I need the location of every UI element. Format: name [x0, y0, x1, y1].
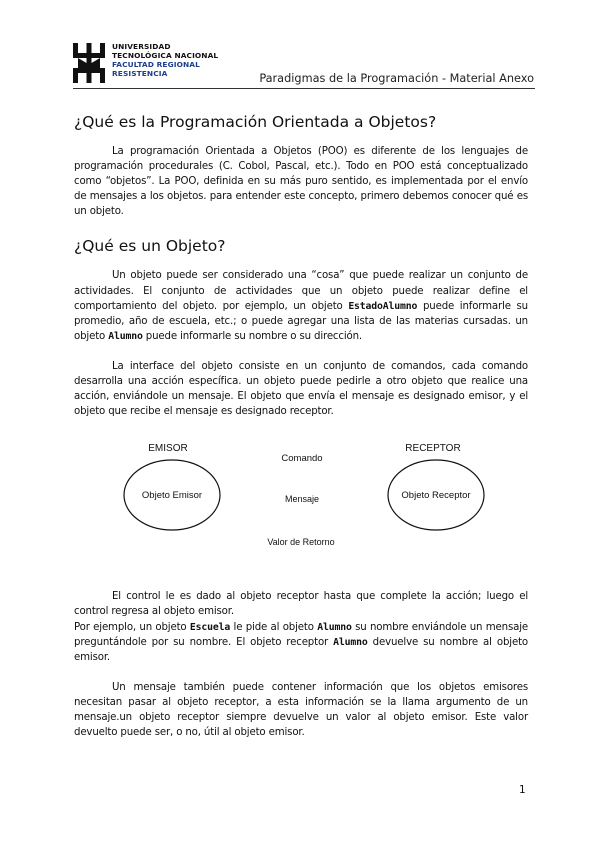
university-line-1: UNIVERSIDAD: [112, 42, 171, 51]
section-heading-objeto: ¿Qué es un Objeto?: [74, 237, 226, 256]
emisor-label: EMISOR: [148, 443, 188, 454]
receptor-label: RECEPTOR: [405, 443, 461, 454]
comando-label: Comando: [281, 453, 323, 464]
document-title: Paradigmas de la Programación - Material Anexo: [259, 72, 534, 85]
emisor-object-label: Objeto Emisor: [141, 490, 203, 501]
document-content: [74, 112, 528, 740]
page-number: 1: [519, 784, 526, 796]
valor-retorno-label: Valor de Retorno: [267, 537, 335, 547]
text-fragment: Por ejemplo, un objeto: [74, 621, 190, 633]
text-fragment: puede informarle su nombre o su dirección.: [142, 330, 362, 342]
paragraph-objeto-definition: [74, 268, 528, 343]
code-alumno: Alumno: [333, 636, 368, 648]
text-fragment: devuelve su nombre al objeto emisor.: [74, 636, 528, 663]
code-alumno: Alumno: [108, 330, 143, 342]
code-escuela: Escuela: [189, 621, 231, 633]
paragraph-poo-intro: La programación Orientada a Objetos (POO) es diferente de los lenguajes de programación procedurales (C. Cobol, Pascal, etc.). Todo en POO está conceptualizado como “objetos”. La POO, definida en su más puro sentido, es implementada por el envío de mensajes a los objetos. para entender este concepto, primero debemos conocer qué es un objeto.: [74, 146, 528, 218]
mensaje-label: Mensaje: [284, 494, 320, 504]
section-heading-poo: ¿Qué es la Programación Orientada a Objetos?: [74, 113, 437, 131]
text-fragment: Un objeto puede ser considerado una “cosa” que puede realizar un conjunto de actividades. El conjunto de actividades que un objeto puede realizar define el comportamiento del objeto. por ejemplo, un objeto: [74, 270, 528, 312]
text-fragment: le pide al objeto: [230, 621, 318, 633]
university-line-2: TECNOLÓGICA NACIONAL: [112, 50, 219, 60]
header-divider: [73, 88, 535, 89]
paragraph-control: El control le es dado al objeto receptor hasta que complete la acción; luego el control regresa al objeto emisor.: [74, 591, 528, 618]
paragraph-mensaje-argumento: Un mensaje también puede contener información que los objetos emisores necesitan pasar al objeto receptor, a esta información se la llama argumento de un mensaje.un objeto receptor siempre devuelve un valor al objeto emisor. Este valor devuelto puede ser, o no, útil al objeto emisor.: [74, 681, 528, 739]
paragraph-interface: La interface del objeto consiste en un conjunto de comandos, cada comando desarrolla una acción específica. un objeto puede pedirle a otro objeto que realice una acción, enviándole un mensaje. El objeto que envía el mensaje es designado emisor, y el objeto que recibe el mensaje es designado receptor.: [74, 360, 528, 418]
code-alumno: Alumno: [317, 621, 352, 633]
university-line-4: RESISTENCIA: [112, 68, 168, 78]
paragraph-example: [74, 620, 528, 665]
text-fragment: su nombre enviándole un mensaje preguntándole por su nombre. El objeto receptor: [74, 621, 528, 648]
receptor-object-label: Objeto Receptor: [401, 490, 471, 501]
utn-logo-icon: [73, 43, 105, 83]
code-estadoalumno: EstadoAlumno: [348, 300, 418, 312]
university-name: [112, 43, 218, 79]
text-fragment: puede informarle su promedio, año de escuela, etc.; o puede agregar una lista de las materias cursadas. un objeto: [74, 300, 528, 342]
message-diagram: [110, 432, 510, 560]
university-line-3: FACULTAD REGIONAL: [112, 59, 200, 69]
